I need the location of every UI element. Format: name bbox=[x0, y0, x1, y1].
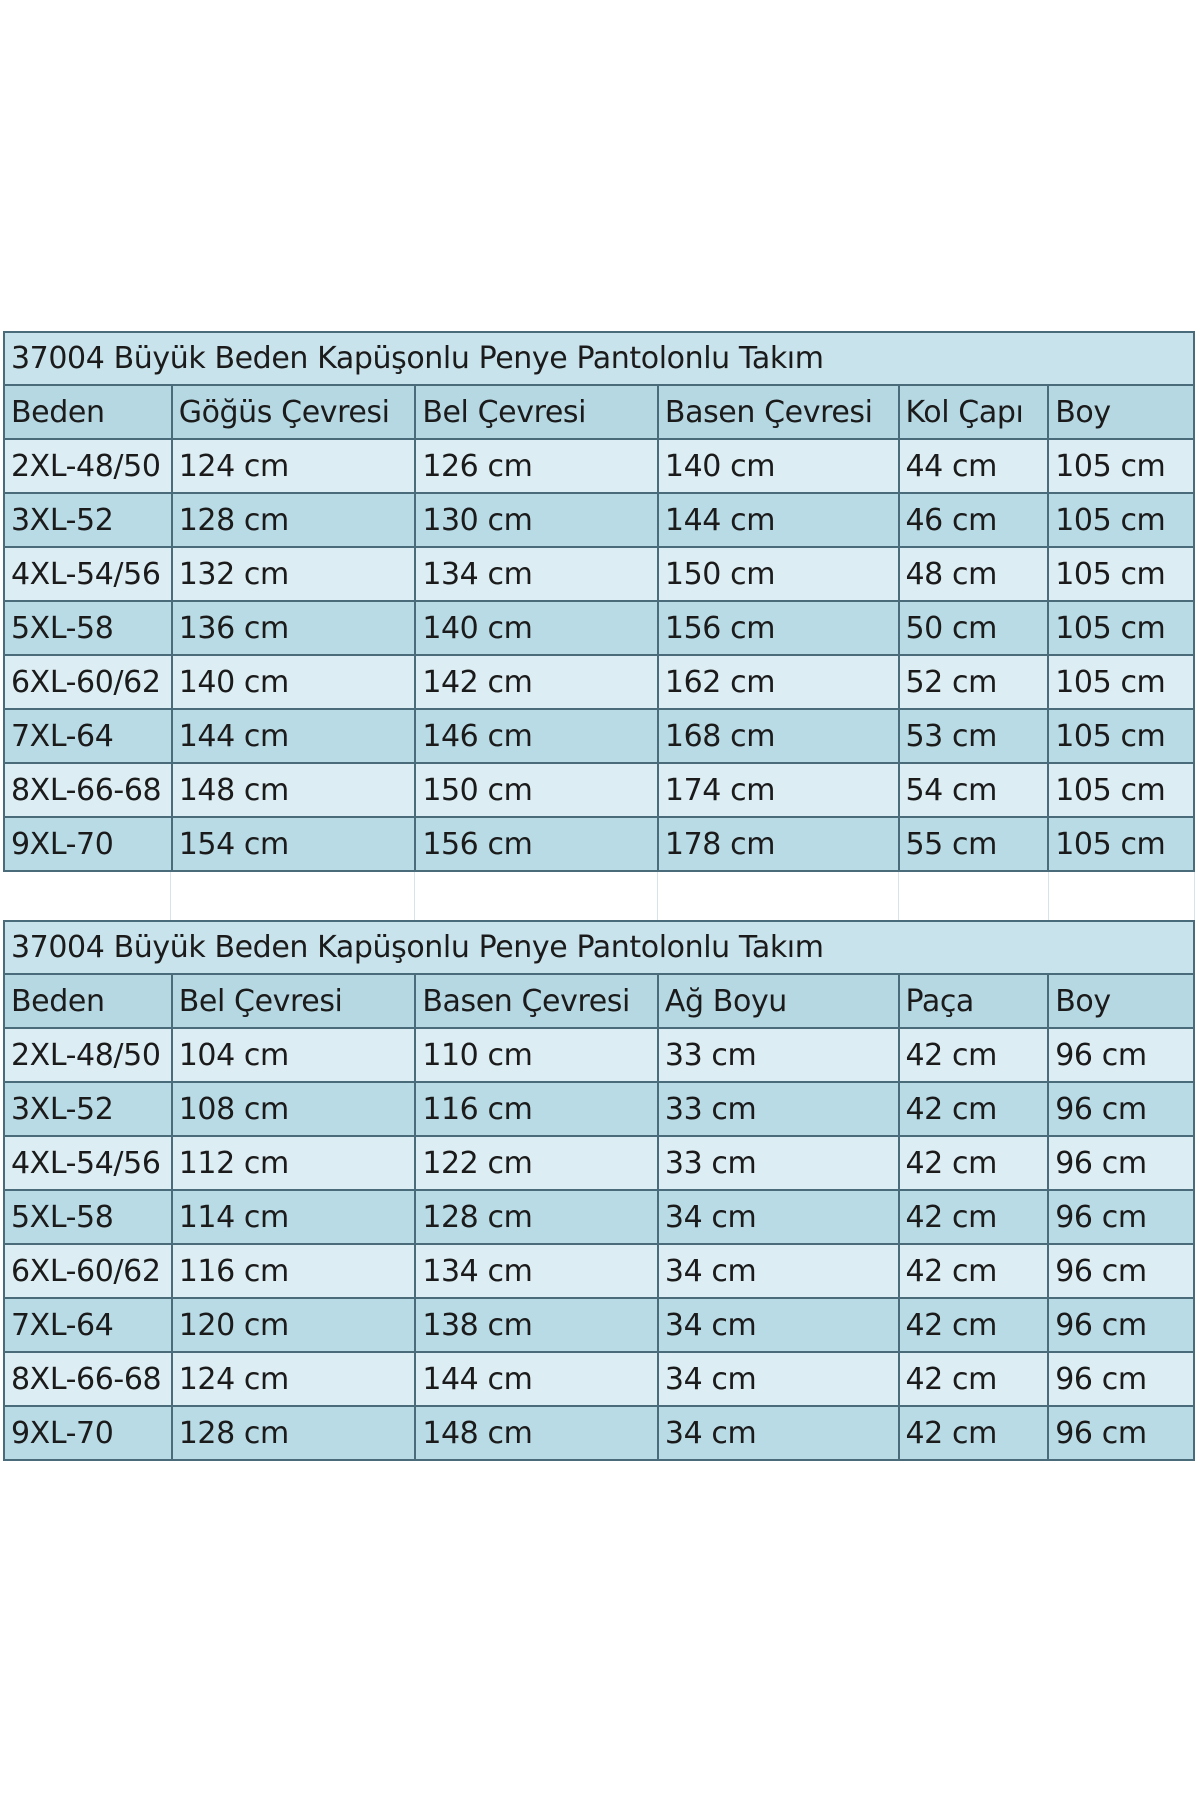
header-cell: Bel Çevresi bbox=[173, 973, 417, 1027]
size-table-top bbox=[3, 331, 1195, 870]
header-cell: Göğüs Çevresi bbox=[173, 384, 417, 438]
table-row bbox=[5, 1027, 1195, 1081]
table-cell: 42 cm bbox=[900, 1135, 1050, 1189]
table-cell: 8XL-66-68 bbox=[5, 762, 173, 816]
table-row bbox=[5, 816, 1195, 870]
table-cell: 140 cm bbox=[416, 600, 659, 654]
table-cell: 96 cm bbox=[1049, 1243, 1195, 1297]
table-cell: 42 cm bbox=[900, 1081, 1050, 1135]
table-cell: 110 cm bbox=[416, 1027, 659, 1081]
table-cell: 7XL-64 bbox=[5, 1297, 173, 1351]
table-cell: 154 cm bbox=[173, 816, 417, 870]
table-cell: 112 cm bbox=[173, 1135, 417, 1189]
table-cell: 128 cm bbox=[416, 1189, 659, 1243]
table-cell: 144 cm bbox=[659, 492, 900, 546]
table-cell: 105 cm bbox=[1049, 546, 1195, 600]
table-cell: 150 cm bbox=[416, 762, 659, 816]
table-cell: 174 cm bbox=[659, 762, 900, 816]
table-cell: 105 cm bbox=[1049, 762, 1195, 816]
blank-cell bbox=[899, 872, 1049, 920]
table-cell: 42 cm bbox=[900, 1189, 1050, 1243]
table-cell: 124 cm bbox=[173, 1351, 417, 1405]
header-cell: Boy bbox=[1049, 973, 1195, 1027]
table-cell: 2XL-48/50 bbox=[5, 1027, 173, 1081]
header-cell: Beden bbox=[5, 384, 173, 438]
blank-cell bbox=[658, 872, 899, 920]
table-row bbox=[5, 654, 1195, 708]
blank-cell bbox=[415, 872, 658, 920]
table-cell: 96 cm bbox=[1049, 1351, 1195, 1405]
size-table-bottom bbox=[3, 920, 1195, 1461]
table-cell: 138 cm bbox=[416, 1297, 659, 1351]
blank-cell bbox=[3, 872, 171, 920]
table-cell: 6XL-60/62 bbox=[5, 654, 173, 708]
table-cell: 140 cm bbox=[173, 654, 417, 708]
table-cell: 148 cm bbox=[173, 762, 417, 816]
table-cell: 8XL-66-68 bbox=[5, 1351, 173, 1405]
table-cell: 42 cm bbox=[900, 1243, 1050, 1297]
blank-cell bbox=[1049, 872, 1195, 920]
table-cell: 120 cm bbox=[173, 1297, 417, 1351]
table-cell: 105 cm bbox=[1049, 708, 1195, 762]
table-cell: 104 cm bbox=[173, 1027, 417, 1081]
table-cell: 33 cm bbox=[659, 1027, 900, 1081]
header-cell: Bel Çevresi bbox=[416, 384, 659, 438]
table-cell: 114 cm bbox=[173, 1189, 417, 1243]
table-row bbox=[5, 546, 1195, 600]
table-cell: 6XL-60/62 bbox=[5, 1243, 173, 1297]
table-cell: 168 cm bbox=[659, 708, 900, 762]
table-cell: 42 cm bbox=[900, 1297, 1050, 1351]
table-cell: 9XL-70 bbox=[5, 816, 173, 870]
table-title: 37004 Büyük Beden Kapüşonlu Penye Pantolonlu Takım bbox=[5, 331, 1195, 384]
table-cell: 96 cm bbox=[1049, 1189, 1195, 1243]
table-cell: 144 cm bbox=[173, 708, 417, 762]
table-cell: 105 cm bbox=[1049, 816, 1195, 870]
table-cell: 105 cm bbox=[1049, 600, 1195, 654]
table-cell: 122 cm bbox=[416, 1135, 659, 1189]
table-cell: 34 cm bbox=[659, 1351, 900, 1405]
table-cell: 5XL-58 bbox=[5, 600, 173, 654]
table-cell: 42 cm bbox=[900, 1027, 1050, 1081]
table-row bbox=[5, 438, 1195, 492]
table-cell: 9XL-70 bbox=[5, 1405, 173, 1459]
table-cell: 55 cm bbox=[900, 816, 1050, 870]
table-header-row bbox=[5, 973, 1195, 1027]
header-cell: Paça bbox=[900, 973, 1050, 1027]
table-cell: 4XL-54/56 bbox=[5, 1135, 173, 1189]
table-cell: 42 cm bbox=[900, 1351, 1050, 1405]
table-cell: 54 cm bbox=[900, 762, 1050, 816]
table-cell: 34 cm bbox=[659, 1243, 900, 1297]
table-row bbox=[5, 1297, 1195, 1351]
table-row bbox=[5, 1189, 1195, 1243]
table-row bbox=[5, 492, 1195, 546]
table-row bbox=[5, 1351, 1195, 1405]
table-cell: 116 cm bbox=[173, 1243, 417, 1297]
table-cell: 50 cm bbox=[900, 600, 1050, 654]
table-cell: 156 cm bbox=[416, 816, 659, 870]
table-cell: 96 cm bbox=[1049, 1297, 1195, 1351]
table-cell: 140 cm bbox=[659, 438, 900, 492]
table-cell: 2XL-48/50 bbox=[5, 438, 173, 492]
table-cell: 128 cm bbox=[173, 492, 417, 546]
table-header-row bbox=[5, 384, 1195, 438]
table-row bbox=[5, 762, 1195, 816]
table-cell: 48 cm bbox=[900, 546, 1050, 600]
header-cell: Beden bbox=[5, 973, 173, 1027]
table-cell: 126 cm bbox=[416, 438, 659, 492]
table-cell: 150 cm bbox=[659, 546, 900, 600]
table-cell: 33 cm bbox=[659, 1081, 900, 1135]
table-cell: 105 cm bbox=[1049, 492, 1195, 546]
header-cell: Ağ Boyu bbox=[659, 973, 900, 1027]
table-cell: 34 cm bbox=[659, 1297, 900, 1351]
table-row bbox=[5, 1405, 1195, 1459]
table-cell: 44 cm bbox=[900, 438, 1050, 492]
table-cell: 46 cm bbox=[900, 492, 1050, 546]
table-cell: 34 cm bbox=[659, 1189, 900, 1243]
table-cell: 144 cm bbox=[416, 1351, 659, 1405]
table-cell: 132 cm bbox=[173, 546, 417, 600]
table-cell: 33 cm bbox=[659, 1135, 900, 1189]
header-cell: Basen Çevresi bbox=[659, 384, 900, 438]
table-cell: 130 cm bbox=[416, 492, 659, 546]
table-row bbox=[5, 1081, 1195, 1135]
table-cell: 7XL-64 bbox=[5, 708, 173, 762]
table-cell: 162 cm bbox=[659, 654, 900, 708]
table-cell: 142 cm bbox=[416, 654, 659, 708]
table-cell: 34 cm bbox=[659, 1405, 900, 1459]
table-title: 37004 Büyük Beden Kapüşonlu Penye Pantolonlu Takım bbox=[5, 920, 1195, 973]
header-cell: Kol Çapı bbox=[900, 384, 1050, 438]
header-cell: Boy bbox=[1049, 384, 1195, 438]
table-row bbox=[5, 708, 1195, 762]
table-cell: 96 cm bbox=[1049, 1081, 1195, 1135]
table-cell: 146 cm bbox=[416, 708, 659, 762]
table-cell: 96 cm bbox=[1049, 1405, 1195, 1459]
table-cell: 116 cm bbox=[416, 1081, 659, 1135]
table-cell: 105 cm bbox=[1049, 438, 1195, 492]
table-row bbox=[5, 1135, 1195, 1189]
table-cell: 134 cm bbox=[416, 546, 659, 600]
table-cell: 134 cm bbox=[416, 1243, 659, 1297]
blank-cell bbox=[171, 872, 415, 920]
table-row bbox=[5, 1243, 1195, 1297]
table-cell: 148 cm bbox=[416, 1405, 659, 1459]
blank-row bbox=[3, 870, 1195, 920]
table-row bbox=[5, 600, 1195, 654]
table-cell: 3XL-52 bbox=[5, 1081, 173, 1135]
table-cell: 156 cm bbox=[659, 600, 900, 654]
table-cell: 128 cm bbox=[173, 1405, 417, 1459]
table-cell: 5XL-58 bbox=[5, 1189, 173, 1243]
table-cell: 178 cm bbox=[659, 816, 900, 870]
table-cell: 52 cm bbox=[900, 654, 1050, 708]
table-cell: 4XL-54/56 bbox=[5, 546, 173, 600]
table-cell: 42 cm bbox=[900, 1405, 1050, 1459]
table-cell: 53 cm bbox=[900, 708, 1050, 762]
size-chart-sheet bbox=[3, 331, 1195, 1461]
table-cell: 105 cm bbox=[1049, 654, 1195, 708]
table-cell: 96 cm bbox=[1049, 1135, 1195, 1189]
header-cell: Basen Çevresi bbox=[416, 973, 659, 1027]
table-cell: 124 cm bbox=[173, 438, 417, 492]
table-cell: 3XL-52 bbox=[5, 492, 173, 546]
table-cell: 136 cm bbox=[173, 600, 417, 654]
table-cell: 108 cm bbox=[173, 1081, 417, 1135]
table-cell: 96 cm bbox=[1049, 1027, 1195, 1081]
